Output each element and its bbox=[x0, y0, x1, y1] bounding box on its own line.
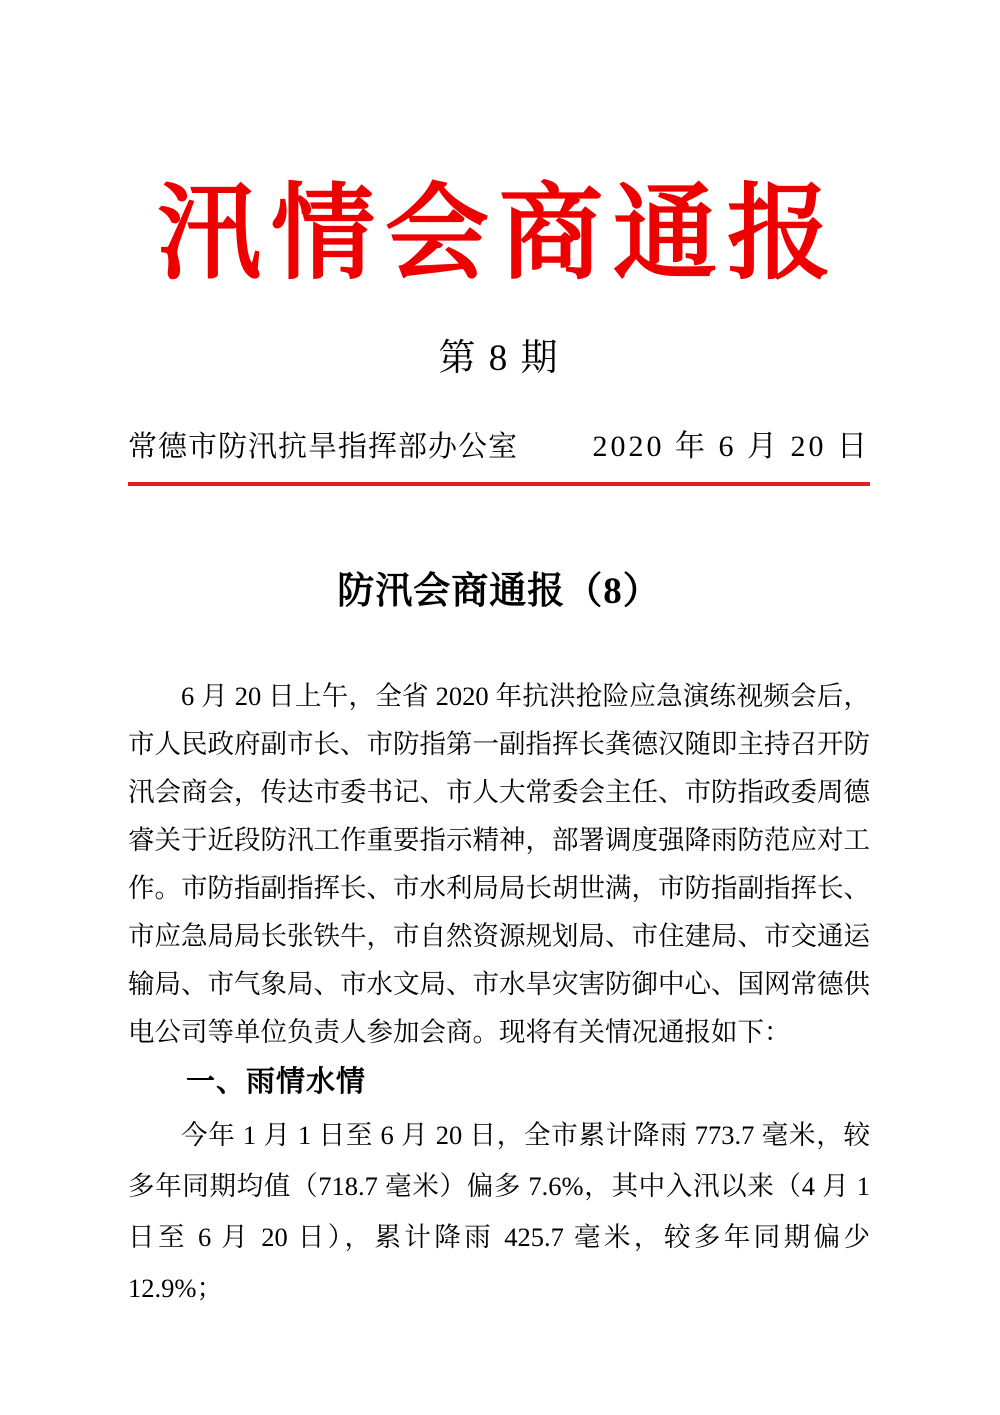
paragraph-meeting-intro: 6 月 20 日上午，全省 2020 年抗洪抢险应急演练视频会后，市人民政府副市长、市防指第一副指挥长龚德汉随即主持召开防汛会商会，传达市委书记、市人大常委会主任、市防指政委周德睿关于近段防汛工作重要指示精神，部署调度强降雨防范应对工作。市防指副指挥长、市水利局局长胡世满，市防指副指挥长、市应急局局长张铁牛，市自然资源规划局、市住建局、市交通运输局、市气象局、市水文局、市水旱灾害防御中心、国网常德供电公司等单位负责人参加会商。现将有关情况通报如下： bbox=[128, 681, 870, 1048]
masthead-title: 汛情会商通报 bbox=[156, 177, 841, 292]
issuing-office: 常德市防汛抗旱指挥部办公室 bbox=[128, 430, 519, 463]
header-divider-rule bbox=[128, 482, 870, 486]
paragraph-rainfall-stats: 今年 1 月 1 日至 6 月 20 日，全市累计降雨 773.7 毫米，较多年同期均值（718.7 毫米）偏多 7.6%，其中入汛以来（4 月 1 日至 6 月 20 日），累计降雨 425.7 毫米，较多年同期偏少 12.9%； bbox=[128, 1120, 870, 1304]
document-header bbox=[128, 427, 870, 467]
section-heading-rain-water: 一、雨情水情 bbox=[186, 1066, 367, 1099]
document-title: 防汛会商通报（8） bbox=[337, 571, 661, 613]
issue-number: 第 8 期 bbox=[438, 337, 560, 379]
document-body bbox=[128, 672, 870, 1314]
issue-date: 2020 年 6 月 20 日 bbox=[592, 429, 870, 463]
